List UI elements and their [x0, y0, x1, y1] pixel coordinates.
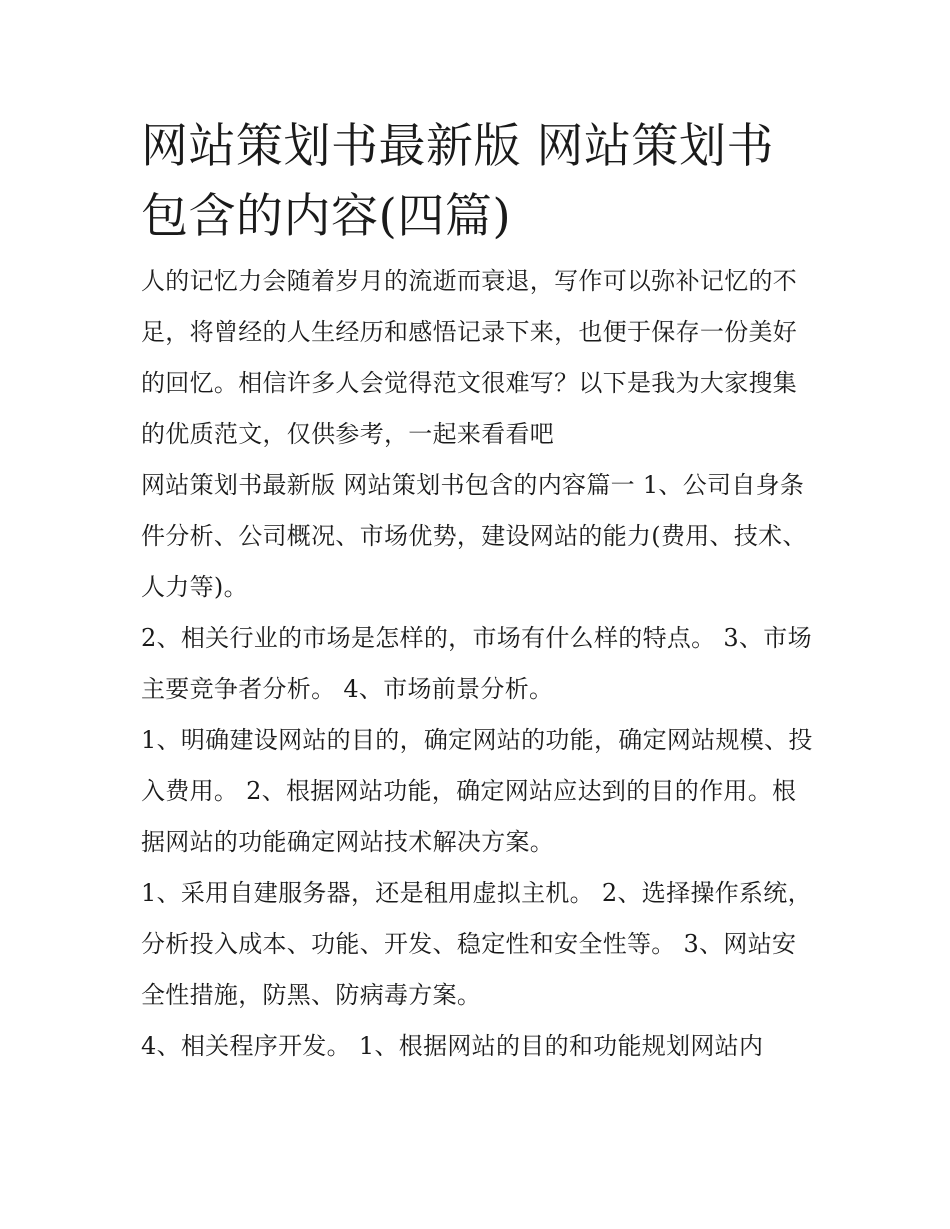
document-body: [141, 112, 816, 1072]
paragraph-section-4: 1、采用自建服务器，还是租用虚拟主机。 2、选择操作系统，分析投入成本、功能、开发、稳定性和安全性等。 3、网站安全性措施，防黑、防病毒方案。: [141, 879, 812, 1009]
paragraph-intro: 人的记忆力会随着岁月的流逝而衰退，写作可以弥补记忆的不足，将曾经的人生经历和感悟记录下来，也便于保存一份美好的回忆。相信许多人会觉得范文很难写？以下是我为大家搜集的优质范文，仅供参考，一起来看看吧: [141, 267, 798, 448]
document-title: 网站策划书最新版 网站策划书包含的内容(四篇): [141, 119, 774, 244]
paragraph-section-2: 2、相关行业的市场是怎样的，市场有什么样的特点。 3、市场主要竞争者分析。 4、市场前景分析。: [141, 624, 812, 703]
paragraph-section-1: 网站策划书最新版 网站策划书包含的内容篇一 1、公司自身条件分析、公司概况、市场优势，建设网站的能力(费用、技术、人力等)。: [141, 471, 807, 601]
paragraph-section-5: 4、相关程序开发。 1、根据网站的目的和功能规划网站内: [141, 1032, 764, 1060]
paragraph-section-3: 1、明确建设网站的目的，确定网站的功能，确定网站规模、投入费用。 2、根据网站功能，确定网站应达到的目的作用。根据网站的功能确定网站技术解决方案。: [141, 726, 813, 856]
